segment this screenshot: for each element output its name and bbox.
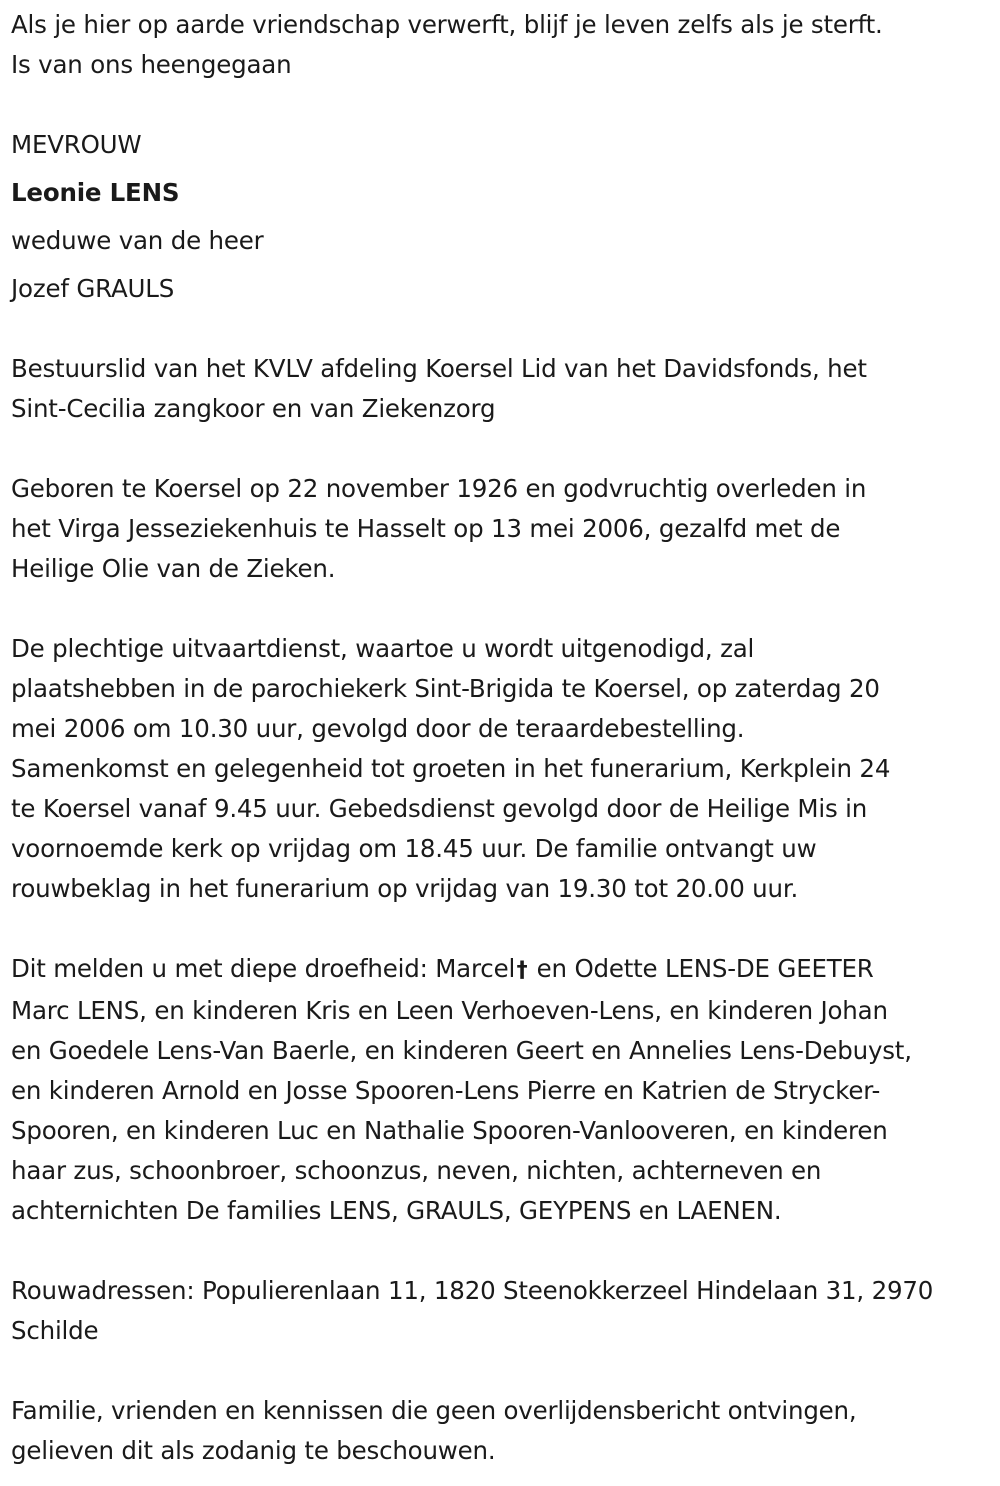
passed-away-line: Is van ons heengegaan — [11, 50, 292, 79]
memberships-line: Sint-Cecilia zangkoor en van Ziekenzorg — [11, 394, 496, 423]
funeral-line: Samenkomst en gelegenheid tot groeten in het funerarium, Kerkplein 24 — [11, 754, 891, 783]
addresses-line: Rouwadressen: Populierenlaan 11, 1820 Steenokkerzeel Hindelaan 31, 2970 — [11, 1276, 934, 1305]
person-section — [11, 125, 1000, 309]
spouse-name: Jozef GRAULS — [11, 274, 175, 303]
family-line: Spooren, en kinderen Luc en Nathalie Spooren-Vanlooveren, en kinderen — [11, 1116, 888, 1145]
person-title: MEVROUW — [11, 130, 142, 159]
family-line: achternichten De families LENS, GRAULS, GEYPENS en LAENEN. — [11, 1196, 782, 1225]
family-first-line — [11, 949, 1000, 991]
spacer — [11, 429, 1000, 469]
funeral-section — [11, 629, 1000, 909]
spacer — [11, 1351, 1000, 1391]
family-line: Marc LENS, en kinderen Kris en Leen Verhoeven-Lens, en kinderen Johan — [11, 996, 888, 1025]
closing-line: gelieven dit als zodanig te beschouwen. — [11, 1436, 496, 1465]
birth-death-line: Geboren te Koersel op 22 november 1926 en godvruchtig overleden in — [11, 474, 867, 503]
funeral-line: voornoemde kerk op vrijdag om 18.45 uur. De familie ontvangt uw — [11, 834, 817, 863]
birth-death-line: het Virga Jesseziekenhuis te Hasselt op 13 mei 2006, gezalfd met de — [11, 514, 841, 543]
intro-quote: Als je hier op aarde vriendschap verwerft, blijf je leven zelfs als je sterft. — [11, 10, 883, 39]
funeral-line: te Koersel vanaf 9.45 uur. Gebedsdienst gevolgd door de Heilige Mis in — [11, 794, 868, 823]
funeral-line: plaatshebben in de parochiekerk Sint-Brigida te Koersel, op zaterdag 20 — [11, 674, 880, 703]
funeral-line: De plechtige uitvaartdienst, waartoe u wordt uitgenodigd, zal — [11, 634, 755, 663]
spacer — [11, 309, 1000, 349]
widow-of-line: weduwe van de heer — [11, 226, 264, 255]
addresses-line: Schilde — [11, 1316, 99, 1345]
intro-section — [11, 5, 1000, 85]
birth-death-section — [11, 469, 1000, 589]
spacer — [11, 261, 1000, 269]
family-line: en kinderen Arnold en Josse Spooren-Lens Pierre en Katrien de Strycker- — [11, 1076, 881, 1105]
family-first-line-end: en Odette LENS-DE GEETER — [529, 954, 874, 983]
funeral-line: rouwbeklag in het funerarium op vrijdag van 19.30 tot 20.00 uur. — [11, 874, 799, 903]
person-name: Leonie LENS — [11, 178, 180, 207]
closing-section — [11, 1391, 1000, 1471]
birth-death-line: Heilige Olie van de Zieken. — [11, 554, 336, 583]
memberships-line: Bestuurslid van het KVLV afdeling Koersel Lid van het Davidsfonds, het — [11, 354, 867, 383]
funeral-line: mei 2006 om 10.30 uur, gevolgd door de teraardebestelling. — [11, 714, 745, 743]
spacer — [11, 909, 1000, 949]
spacer — [11, 589, 1000, 629]
cross-icon: † — [516, 958, 528, 983]
family-first-line-start: Dit melden u met diepe droefheid: Marcel — [11, 954, 516, 983]
family-line: haar zus, schoonbroer, schoonzus, neven, nichten, achterneven en — [11, 1156, 822, 1185]
spacer — [11, 213, 1000, 221]
spacer — [11, 1231, 1000, 1271]
spacer — [11, 85, 1000, 125]
memberships-section — [11, 349, 1000, 429]
addresses-section — [11, 1271, 1000, 1351]
family-line: en Goedele Lens-Van Baerle, en kinderen Geert en Annelies Lens-Debuyst, — [11, 1036, 912, 1065]
family-section — [11, 949, 1000, 1231]
closing-line: Familie, vrienden en kennissen die geen overlijdensbericht ontvingen, — [11, 1396, 857, 1425]
spacer — [11, 165, 1000, 173]
